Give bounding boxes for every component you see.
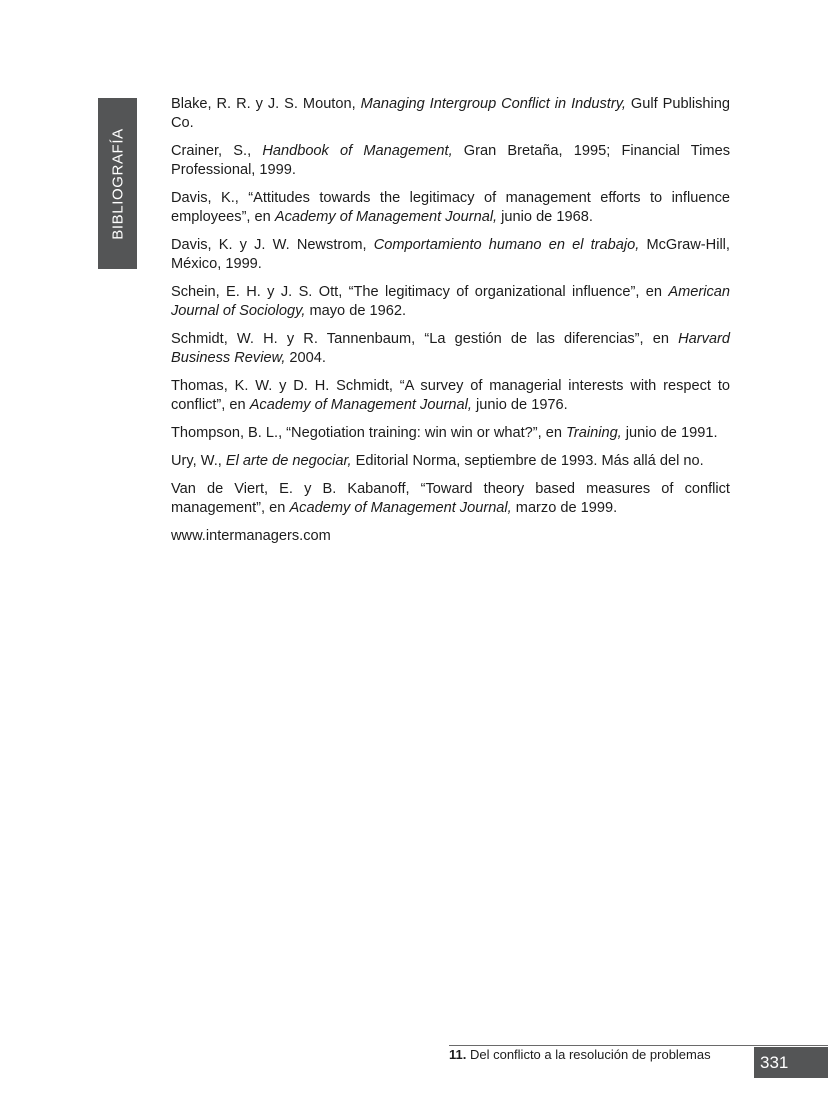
bibliography-entry: Blake, R. R. y J. S. Mouton, Managing Intergroup Conflict in Industry, Gulf Publishing Co. <box>171 96 730 131</box>
footer-chapter-title: 11. Del conflicto a la resolución de problemas <box>449 1047 711 1062</box>
footer-rule <box>449 1045 828 1046</box>
footer-chapter-number: 11. <box>449 1047 467 1062</box>
bibliography-entry: Davis, K., “Attitudes towards the legitimacy of management efforts to influence employees”, en Academy of Management Journal, junio de 1968. <box>171 190 730 225</box>
bibliography-entry: Thomas, K. W. y D. H. Schmidt, “A survey of managerial interests with respect to conflict”, en Academy of Management Journal, junio de 1976. <box>171 378 730 413</box>
bibliography-entry: Schmidt, W. H. y R. Tannenbaum, “La gestión de las diferencias”, en Harvard Business Review, 2004. <box>171 331 730 366</box>
bibliography-entry: Van de Viert, E. y B. Kabanoff, “Toward theory based measures of conflict management”, en Academy of Management Journal, marzo de 1999. <box>171 481 730 516</box>
bibliography-list <box>171 95 730 555</box>
bibliography-entry: Thompson, B. L., “Negotiation training: win win or what?”, en Training, junio de 1991. <box>171 425 718 441</box>
section-label: BIBLIOGRAFÍA <box>109 127 126 240</box>
page-number: 331 <box>754 1047 828 1078</box>
section-side-tab <box>98 98 137 269</box>
bibliography-entry: Crainer, S., Handbook of Management, Gran Bretaña, 1995; Financial Times Professional, 1999. <box>171 143 730 178</box>
bibliography-entry: Ury, W., El arte de negociar, Editorial Norma, septiembre de 1993. Más allá del no. <box>171 453 704 469</box>
bibliography-entry: Schein, E. H. y J. S. Ott, “The legitimacy of organizational influence”, en American Journal of Sociology, mayo de 1962. <box>171 284 730 319</box>
bibliography-entry-website: www.intermanagers.com <box>171 528 331 544</box>
bibliography-entry: Davis, K. y J. W. Newstrom, Comportamiento humano en el trabajo, McGraw-Hill, México, 1999. <box>171 237 730 272</box>
